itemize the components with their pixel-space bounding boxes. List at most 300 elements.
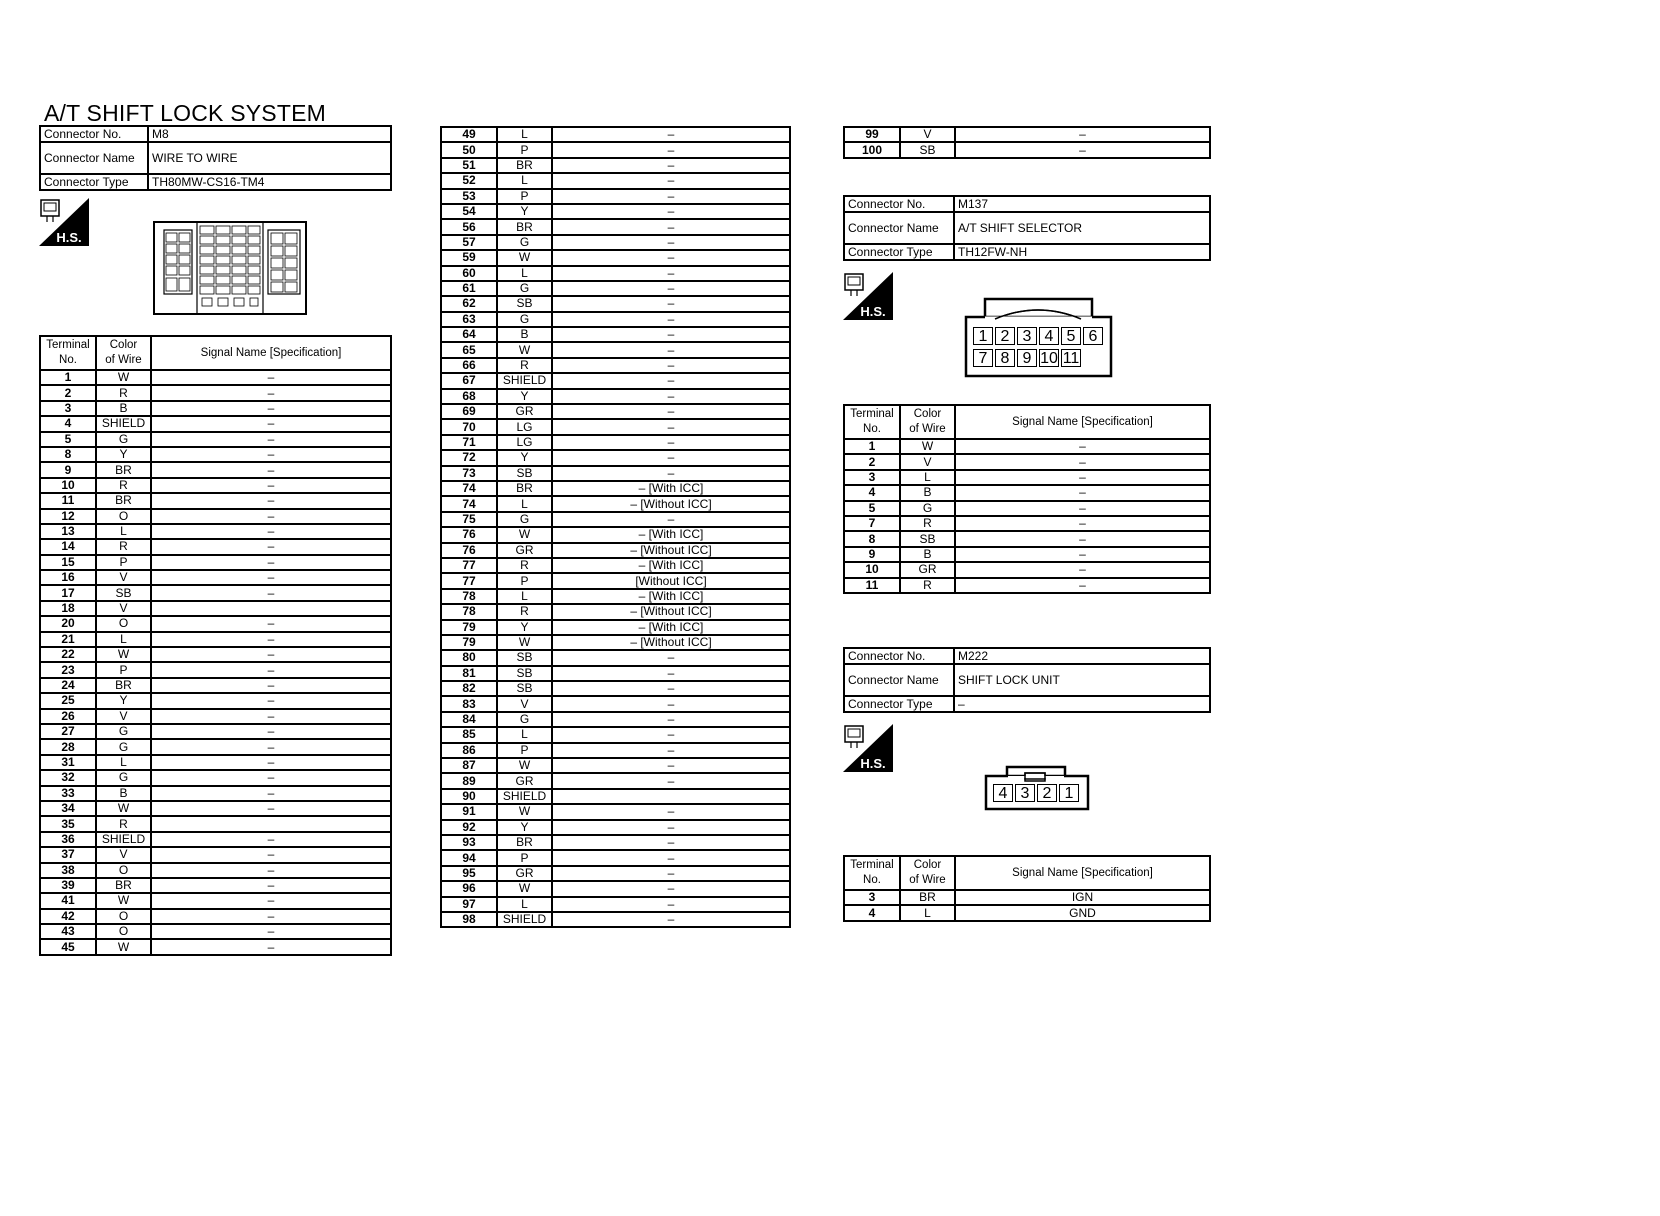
signal-name-cell: – xyxy=(151,924,391,939)
connector-pin: 3 xyxy=(1017,327,1037,345)
connector-name-label: Connector Name xyxy=(844,664,954,696)
wire-color-cell: G xyxy=(497,235,552,250)
table-row xyxy=(441,466,790,481)
wire-color-cell: Y xyxy=(497,450,552,465)
wire-color-cell: L xyxy=(96,755,151,770)
terminal-no-cell: 57 xyxy=(441,235,497,250)
terminal-no-cell: 67 xyxy=(441,373,497,388)
wire-color-cell: SHIELD xyxy=(497,912,552,927)
signal-name-cell: – xyxy=(151,570,391,585)
wire-color-cell: R xyxy=(497,558,552,573)
table-row xyxy=(441,373,790,388)
signal-name-cell: – xyxy=(151,462,391,477)
table-row xyxy=(441,266,790,281)
terminal-no-cell: 21 xyxy=(40,632,96,647)
signal-name-cell: – xyxy=(955,531,1210,546)
signal-name-cell: – [Without ICC] xyxy=(552,604,790,619)
signal-name-cell: – xyxy=(151,647,391,662)
terminal-no-cell: 75 xyxy=(441,512,497,527)
wire-color-cell: LG xyxy=(497,419,552,434)
terminal-no-cell: 80 xyxy=(441,650,497,665)
terminal-no-cell: 82 xyxy=(441,681,497,696)
signal-name-cell: – xyxy=(151,662,391,677)
signal-name-cell: – xyxy=(151,678,391,693)
signal-name-cell: – xyxy=(151,539,391,554)
table-row xyxy=(441,204,790,219)
table-row xyxy=(40,924,391,939)
wire-color-cell: GR xyxy=(497,866,552,881)
wire-color-cell: SB xyxy=(497,681,552,696)
terminal-no-cell: 89 xyxy=(441,773,497,788)
connector-pin: 5 xyxy=(1061,327,1081,345)
terminal-no-cell: 8 xyxy=(844,531,900,546)
table-row xyxy=(441,635,790,650)
table-row xyxy=(441,850,790,865)
wire-color-cell: B xyxy=(96,786,151,801)
m8-terminal-table-3 xyxy=(843,126,1211,159)
table-row xyxy=(40,585,391,600)
wire-color-cell: R xyxy=(96,816,151,831)
signal-name-cell: – xyxy=(955,562,1210,577)
terminal-no-cell: 3 xyxy=(40,401,96,416)
signal-name-cell: – xyxy=(552,327,790,342)
terminal-no-cell: 35 xyxy=(40,816,96,831)
wire-color-cell: L xyxy=(497,266,552,281)
signal-name-cell: [Without ICC] xyxy=(552,573,790,588)
signal-name-cell: – xyxy=(552,820,790,835)
wire-color-cell: GR xyxy=(900,562,955,577)
table-row xyxy=(441,419,790,434)
table-row xyxy=(40,447,391,462)
terminal-no-cell: 11 xyxy=(40,493,96,508)
signal-header: Signal Name [Specification] xyxy=(151,336,391,370)
wire-color-cell: SB xyxy=(497,466,552,481)
wire-color-cell: G xyxy=(497,312,552,327)
wire-color-cell: O xyxy=(96,924,151,939)
table-row xyxy=(844,890,1210,905)
table-row xyxy=(40,401,391,416)
signal-name-cell: – xyxy=(552,189,790,204)
terminal-no-cell: 77 xyxy=(441,573,497,588)
signal-name-cell: – xyxy=(552,281,790,296)
wire-color-cell: SHIELD xyxy=(96,832,151,847)
connector-name-value: SHIFT LOCK UNIT xyxy=(954,664,1210,696)
signal-name-cell: – xyxy=(151,786,391,801)
terminal-no-cell: 73 xyxy=(441,466,497,481)
terminal-no-cell: 49 xyxy=(441,127,497,142)
table-row xyxy=(441,281,790,296)
wire-color-cell: V xyxy=(96,847,151,862)
table-row xyxy=(40,601,391,616)
table-row xyxy=(441,543,790,558)
wire-color-cell: W xyxy=(96,647,151,662)
wire-color-cell: R xyxy=(96,539,151,554)
wire-color-cell: G xyxy=(96,770,151,785)
terminal-no-cell: 71 xyxy=(441,435,497,450)
terminal-no-cell: 51 xyxy=(441,158,497,173)
terminal-no-cell: 93 xyxy=(441,835,497,850)
signal-header: Signal Name [Specification] xyxy=(955,856,1210,890)
signal-name-cell: – xyxy=(552,758,790,773)
wire-color-cell: Y xyxy=(497,820,552,835)
terminal-no-cell: 22 xyxy=(40,647,96,662)
wire-color-cell: W xyxy=(96,370,151,385)
signal-name-cell: – [With ICC] xyxy=(552,481,790,496)
table-row xyxy=(441,496,790,511)
wire-color-cell: W xyxy=(497,527,552,542)
m137-pins-top xyxy=(973,327,1105,345)
terminal-no-cell: 81 xyxy=(441,666,497,681)
terminal-no-cell: 52 xyxy=(441,173,497,188)
signal-name-cell: – xyxy=(151,755,391,770)
table-row xyxy=(40,878,391,893)
terminal-no-cell: 85 xyxy=(441,727,497,742)
connector-type-label: Connector Type xyxy=(844,244,954,260)
signal-name-cell: – xyxy=(151,832,391,847)
table-row xyxy=(40,832,391,847)
table-row xyxy=(441,604,790,619)
m137-pins-bottom xyxy=(973,349,1083,367)
table-row xyxy=(441,435,790,450)
terminal-no-cell: 97 xyxy=(441,897,497,912)
signal-name-cell: – xyxy=(552,435,790,450)
connector-pin: 6 xyxy=(1083,327,1103,345)
terminal-no-cell: 3 xyxy=(844,890,900,905)
wire-color-cell: G xyxy=(96,724,151,739)
terminal-no-cell: 14 xyxy=(40,539,96,554)
signal-name-cell: – xyxy=(552,512,790,527)
table-row xyxy=(441,142,790,157)
wire-color-cell: O xyxy=(96,909,151,924)
table-row xyxy=(441,773,790,788)
table-row xyxy=(441,312,790,327)
connector-name-value: A/T SHIFT SELECTOR xyxy=(954,212,1210,244)
signal-name-cell: – xyxy=(151,509,391,524)
terminal-no-cell: 12 xyxy=(40,509,96,524)
table-row xyxy=(441,342,790,357)
table-row xyxy=(441,712,790,727)
terminal-no-cell: 34 xyxy=(40,801,96,816)
signal-name-cell: – [With ICC] xyxy=(552,589,790,604)
table-row xyxy=(40,724,391,739)
table-row xyxy=(40,647,391,662)
signal-name-cell: – xyxy=(151,739,391,754)
wire-color-cell: BR xyxy=(96,493,151,508)
table-row xyxy=(40,555,391,570)
table-row xyxy=(40,847,391,862)
table-row xyxy=(441,512,790,527)
signal-name-cell: – xyxy=(552,358,790,373)
table-row xyxy=(40,693,391,708)
table-row xyxy=(844,454,1210,469)
harness-side-icon xyxy=(843,272,893,320)
wire-color-cell: W xyxy=(497,635,552,650)
table-row xyxy=(441,450,790,465)
terminal-no-cell: 54 xyxy=(441,204,497,219)
table-row xyxy=(441,219,790,234)
table-row xyxy=(40,893,391,908)
signal-name-cell: – xyxy=(552,296,790,311)
wire-color-cell: L xyxy=(497,589,552,604)
table-row xyxy=(40,662,391,677)
signal-name-cell: – xyxy=(552,204,790,219)
terminal-no-cell: 27 xyxy=(40,724,96,739)
table-row xyxy=(40,478,391,493)
wire-color-cell: G xyxy=(96,432,151,447)
table-row xyxy=(441,804,790,819)
color-header: Color of Wire xyxy=(96,336,151,370)
m8-terminal-table-2 xyxy=(440,126,791,928)
wire-color-cell: R xyxy=(900,578,955,593)
terminal-no-header: Terminal No. xyxy=(40,336,96,370)
signal-name-cell: – xyxy=(552,250,790,265)
wire-color-cell: BR xyxy=(497,481,552,496)
wire-color-cell: V xyxy=(900,454,955,469)
m137-connector-info xyxy=(843,195,1211,261)
terminal-no-cell: 10 xyxy=(40,478,96,493)
terminal-no-cell: 84 xyxy=(441,712,497,727)
table-row xyxy=(441,296,790,311)
signal-name-cell: GND xyxy=(955,905,1210,920)
table-row xyxy=(40,539,391,554)
wire-color-cell: BR xyxy=(96,878,151,893)
table-row xyxy=(441,573,790,588)
terminal-no-cell: 62 xyxy=(441,296,497,311)
signal-name-cell: – xyxy=(552,712,790,727)
table-row xyxy=(441,327,790,342)
wire-color-cell: G xyxy=(96,739,151,754)
table-row xyxy=(441,835,790,850)
table-row xyxy=(441,681,790,696)
wire-color-cell: G xyxy=(497,281,552,296)
wire-color-cell: W xyxy=(497,250,552,265)
signal-name-cell: – xyxy=(151,585,391,600)
signal-name-cell: – xyxy=(955,127,1210,142)
terminal-no-cell: 83 xyxy=(441,696,497,711)
m222-terminal-rows xyxy=(844,890,1210,921)
wire-color-cell: GR xyxy=(497,773,552,788)
terminal-no-cell: 98 xyxy=(441,912,497,927)
wire-color-cell: L xyxy=(900,470,955,485)
table-row xyxy=(40,801,391,816)
connector-pin: 10 xyxy=(1040,350,1058,367)
table-row xyxy=(441,481,790,496)
wire-color-cell: W xyxy=(497,881,552,896)
terminal-no-cell: 33 xyxy=(40,786,96,801)
signal-name-cell: – xyxy=(151,801,391,816)
m8-terminal-rows-cont2 xyxy=(844,127,1210,158)
terminal-no-cell: 3 xyxy=(844,470,900,485)
signal-name-cell: – xyxy=(151,432,391,447)
wire-color-cell: P xyxy=(497,573,552,588)
color-header: Color of Wire xyxy=(900,405,955,439)
wire-color-cell: SHIELD xyxy=(497,373,552,388)
signal-name-cell: – xyxy=(552,450,790,465)
wire-color-cell: L xyxy=(497,496,552,511)
signal-name-cell: – xyxy=(552,681,790,696)
terminal-no-cell: 32 xyxy=(40,770,96,785)
connector-type-value: – xyxy=(954,696,1210,712)
m222-connector-info xyxy=(843,647,1211,713)
wire-color-cell: GR xyxy=(497,404,552,419)
wire-color-cell: L xyxy=(900,905,955,920)
table-row xyxy=(441,389,790,404)
table-row xyxy=(844,439,1210,454)
signal-name-cell: – xyxy=(151,878,391,893)
table-row xyxy=(40,616,391,631)
terminal-no-cell: 7 xyxy=(844,516,900,531)
signal-name-cell: – xyxy=(955,485,1210,500)
signal-name-cell: – xyxy=(151,939,391,954)
signal-name-cell: – xyxy=(151,447,391,462)
terminal-no-cell: 72 xyxy=(441,450,497,465)
terminal-no-cell: 60 xyxy=(441,266,497,281)
connector-pin: 9 xyxy=(1017,349,1037,367)
hs-label: H.S. xyxy=(860,304,886,319)
signal-name-cell: – xyxy=(151,478,391,493)
signal-name-cell: – [With ICC] xyxy=(552,558,790,573)
m8-terminal-rows-cont xyxy=(441,127,790,927)
m8-connector-info xyxy=(39,125,392,191)
terminal-no-cell: 17 xyxy=(40,585,96,600)
table-row xyxy=(40,570,391,585)
signal-name-cell: – xyxy=(151,724,391,739)
table-row xyxy=(844,127,1210,142)
signal-name-cell: – xyxy=(552,235,790,250)
terminal-no-cell: 100 xyxy=(844,142,900,157)
wire-color-cell: V xyxy=(900,127,955,142)
signal-name-cell xyxy=(151,816,391,831)
signal-name-cell: – xyxy=(552,389,790,404)
wire-color-cell: L xyxy=(497,127,552,142)
wire-color-cell: W xyxy=(900,439,955,454)
wire-color-cell: O xyxy=(96,509,151,524)
terminal-no-cell: 90 xyxy=(441,789,497,804)
terminal-no-cell: 76 xyxy=(441,527,497,542)
terminal-no-cell: 59 xyxy=(441,250,497,265)
table-row xyxy=(844,485,1210,500)
m137-connector-face xyxy=(963,297,1114,379)
terminal-no-cell: 38 xyxy=(40,863,96,878)
connector-no-label: Connector No. xyxy=(844,648,954,664)
connector-no-value: M137 xyxy=(954,196,1210,212)
table-row xyxy=(441,727,790,742)
signal-name-cell: – [Without ICC] xyxy=(552,635,790,650)
wire-color-cell: P xyxy=(497,189,552,204)
m8-terminal-table-1 xyxy=(39,335,392,956)
table-row xyxy=(40,632,391,647)
table-row xyxy=(844,516,1210,531)
signal-name-cell: – xyxy=(552,219,790,234)
color-header: Color of Wire xyxy=(900,856,955,890)
wire-color-cell: SB xyxy=(497,296,552,311)
table-row xyxy=(40,493,391,508)
signal-name-cell: – xyxy=(552,266,790,281)
terminal-no-cell: 41 xyxy=(40,893,96,908)
table-row xyxy=(441,358,790,373)
wire-color-cell: V xyxy=(497,696,552,711)
wire-color-cell: P xyxy=(497,850,552,865)
table-row xyxy=(40,509,391,524)
terminal-no-cell: 56 xyxy=(441,219,497,234)
signal-name-cell: – xyxy=(552,696,790,711)
terminal-no-cell: 4 xyxy=(844,905,900,920)
table-row xyxy=(40,524,391,539)
terminal-no-cell: 45 xyxy=(40,939,96,954)
table-row xyxy=(40,370,391,385)
connector-no-label: Connector No. xyxy=(40,126,148,142)
wire-color-cell: L xyxy=(96,524,151,539)
connector-name-label: Connector Name xyxy=(844,212,954,244)
terminal-no-cell: 10 xyxy=(844,562,900,577)
terminal-no-cell: 96 xyxy=(441,881,497,896)
signal-name-cell: – xyxy=(552,650,790,665)
connector-type-label: Connector Type xyxy=(844,696,954,712)
wire-color-cell: BR xyxy=(96,678,151,693)
terminal-no-cell: 77 xyxy=(441,558,497,573)
m137-terminal-rows xyxy=(844,439,1210,593)
table-row xyxy=(441,881,790,896)
wire-color-cell: BR xyxy=(900,890,955,905)
signal-name-cell: – xyxy=(552,881,790,896)
terminal-no-header: Terminal No. xyxy=(844,405,900,439)
terminal-no-cell: 69 xyxy=(441,404,497,419)
terminal-no-cell: 64 xyxy=(441,327,497,342)
connector-type-value: TH80MW-CS16-TM4 xyxy=(148,174,391,190)
wire-color-cell: R xyxy=(96,478,151,493)
terminal-no-cell: 61 xyxy=(441,281,497,296)
terminal-no-cell: 15 xyxy=(40,555,96,570)
signal-name-cell: – xyxy=(552,158,790,173)
signal-name-cell: – xyxy=(955,439,1210,454)
signal-name-cell: – xyxy=(955,578,1210,593)
hs-label: H.S. xyxy=(56,230,82,245)
table-row xyxy=(844,531,1210,546)
table-row xyxy=(844,470,1210,485)
signal-name-cell: – xyxy=(552,773,790,788)
signal-name-cell: – [With ICC] xyxy=(552,620,790,635)
table-row xyxy=(441,820,790,835)
signal-name-cell: – xyxy=(151,401,391,416)
connector-pin: 4 xyxy=(1039,327,1059,345)
table-row xyxy=(441,527,790,542)
wire-color-cell: W xyxy=(497,804,552,819)
terminal-no-cell: 23 xyxy=(40,662,96,677)
m222-terminal-table xyxy=(843,855,1211,922)
signal-name-cell: – xyxy=(955,470,1210,485)
table-row xyxy=(40,739,391,754)
terminal-no-cell: 2 xyxy=(844,454,900,469)
terminal-no-cell: 4 xyxy=(40,416,96,431)
wire-color-cell: R xyxy=(497,358,552,373)
table-row xyxy=(441,650,790,665)
table-row xyxy=(441,404,790,419)
terminal-no-cell: 86 xyxy=(441,743,497,758)
table-row xyxy=(844,905,1210,920)
signal-name-cell: – [With ICC] xyxy=(552,527,790,542)
signal-name-cell: – xyxy=(552,142,790,157)
signal-name-cell: – xyxy=(151,863,391,878)
signal-name-cell: – xyxy=(955,501,1210,516)
wire-color-cell: Y xyxy=(497,204,552,219)
connector-pin: 8 xyxy=(995,349,1015,367)
wire-color-cell: R xyxy=(900,516,955,531)
wire-color-cell: SHIELD xyxy=(497,789,552,804)
table-row xyxy=(40,770,391,785)
connector-type-label: Connector Type xyxy=(40,174,148,190)
harness-side-icon xyxy=(843,724,893,772)
connector-pin: 11 xyxy=(1062,350,1080,367)
